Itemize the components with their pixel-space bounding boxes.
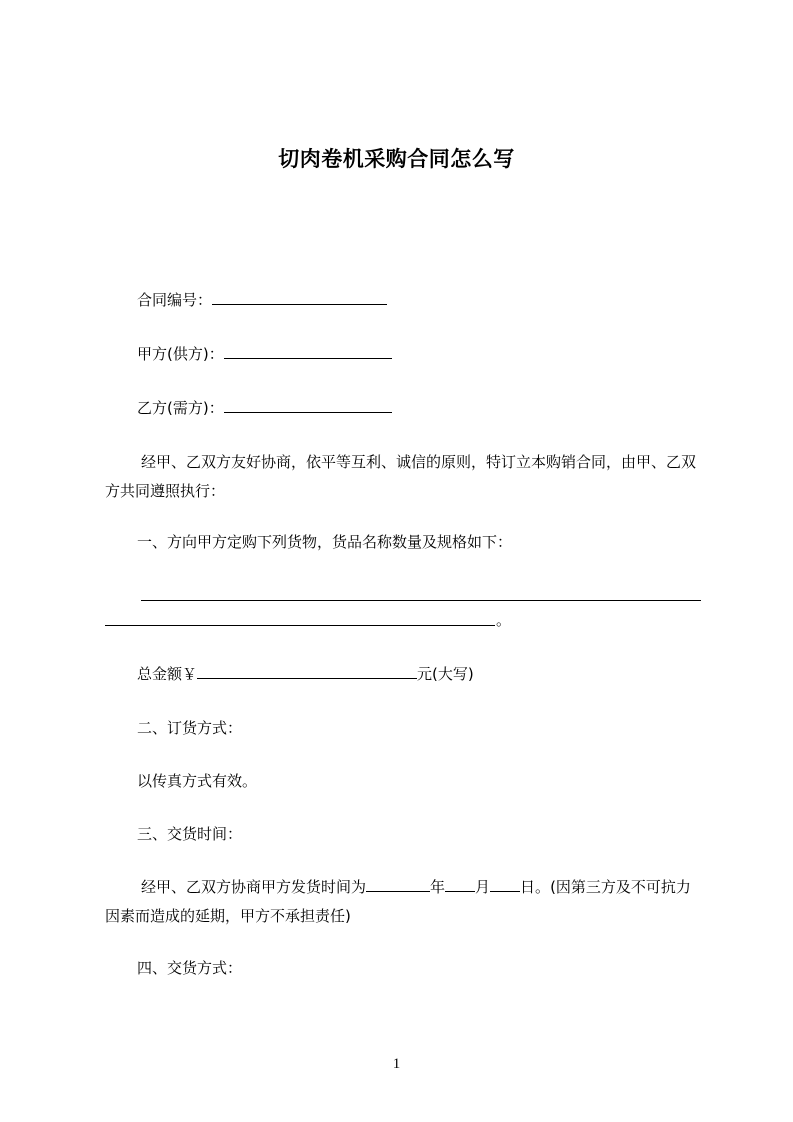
month-label: 月 — [475, 878, 491, 896]
page-title: 切肉卷机采购合同怎么写 — [278, 147, 515, 171]
party-b-line — [137, 398, 392, 418]
party-a-line — [137, 344, 392, 364]
total-amount-blank — [197, 664, 417, 679]
page-number: 1 — [392, 1056, 401, 1072]
day-label: 日。 — [520, 878, 551, 896]
day-blank — [490, 877, 520, 892]
contract-number-label: 合同编号： — [137, 291, 213, 309]
total-amount-line — [137, 664, 474, 684]
section3-text-part2: (因第三方及不可抗力因素而造成的延期，甲方不承担责任) — [105, 878, 691, 925]
section4-heading: 四、交货方式： — [137, 959, 243, 977]
contract-number-line — [137, 290, 387, 310]
total-amount-label: 总金额￥ — [137, 665, 198, 683]
section3-heading: 三、交货时间： — [137, 825, 243, 843]
section2-text: 以传真方式有效。 — [137, 772, 258, 790]
year-label: 年 — [430, 878, 446, 896]
party-b-label: 乙方(需方)： — [137, 399, 224, 417]
intro-paragraph — [105, 448, 705, 506]
section2-heading: 二、订货方式： — [137, 719, 243, 737]
section1-heading: 一、方向甲方定购下列货物，货品名称数量及规格如下： — [137, 533, 513, 551]
month-blank — [445, 877, 475, 892]
party-b-blank — [224, 398, 392, 413]
section3-paragraph — [105, 873, 705, 931]
year-blank — [366, 877, 430, 892]
section1-end-mark: 。 — [496, 611, 512, 629]
party-a-blank — [224, 344, 392, 359]
goods-blank-line-1 — [141, 600, 701, 601]
total-amount-suffix: 元(大写) — [417, 665, 474, 683]
section3-text-part1: 经甲、乙双方协商甲方发货时间为 — [141, 878, 367, 896]
party-a-label: 甲方(供方)： — [137, 345, 224, 363]
contract-number-blank — [212, 290, 387, 305]
goods-blank-line-2 — [105, 625, 495, 626]
intro-text: 经甲、乙双方友好协商，依平等互利、诚信的原则，特订立本购销合同，由甲、乙双方共同遵照执行： — [105, 453, 697, 500]
